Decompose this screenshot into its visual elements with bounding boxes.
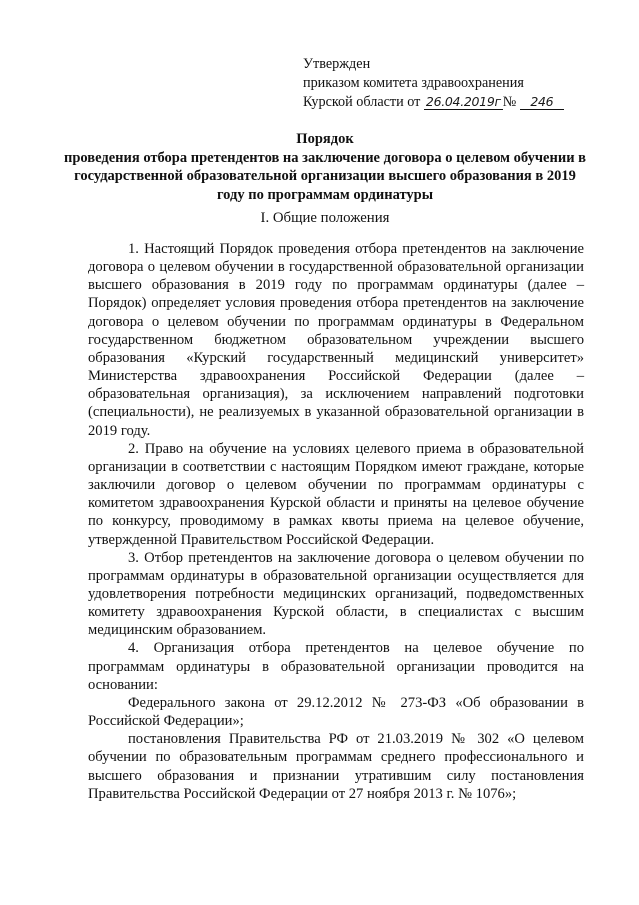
paragraph-1: 1. Настоящий Порядок проведения отбора претендентов на заключение договора о целевом обучении в государственной образовательной организации высшего образования в 2019 году по программам ординатуры (далее – Порядок) определяет условия проведения отбора претендентов на заключение договора о целевом обучении по программам ординатуры в Федеральном государственном бюджетном образовательном учреждении высшего образования «Курский государственный медицинский университет» Министерства здравоохранения Российской Федерации (далее – образовательная организация), за исключением направлений подготовки (специальности), не реализуемых в указанной образовательной организации в 2019 году.	[88, 241, 584, 439]
number-sign: №	[502, 94, 517, 110]
approval-region-label: Курской области от	[303, 94, 421, 110]
paragraph-5: Федерального закона от 29.12.2012 № 273-ФЗ «Об образовании в Российской Федерации»;	[88, 694, 584, 730]
handwritten-date: 26.04.2019г	[425, 94, 501, 109]
paragraph-3: 3. Отбор претендентов на заключение договора о целевом обучении по программам ординатуры в образовательной организации осуществляется для удовлетворения потребности медицинских организаций, подведомственных комитету здравоохранения Курской области, в специалистах с высшим медицинским образованием.	[88, 549, 584, 639]
paragraph-6: постановления Правительства РФ от 21.03.2019 № 302 «О целевом обучении по образовательным программам среднего профессионального и высшего образования и признании утратившим силу постановления Правительства Российской Федерации от 27 ноября 2013 г. № 1076»;	[88, 731, 584, 802]
document-body	[88, 240, 584, 803]
document-title	[60, 130, 590, 204]
paragraph-2: 2. Право на обучение на условиях целевого приема в образовательной организации в соответствии с настоящим Порядком имеют граждане, которые заключили договор о целевом обучении по программам ординатуры с комитетом здравоохранения Курской области и приняты на целевое обучение по конкурсу, проводимому в рамках квоты приема на целевое обучение, утвержденной Правительством Российской Федерации.	[88, 440, 584, 548]
approval-line-approved: Утвержден	[303, 56, 371, 72]
approval-stamp	[303, 55, 564, 112]
approval-line-date-number	[303, 93, 564, 112]
section-heading: I. Общие положения	[260, 210, 390, 226]
approval-line-order: приказом комитета здравоохранения	[303, 75, 524, 91]
paragraph-4: 4. Организация отбора претендентов на целевое обучение по программам ординатуры в образовательной организации проводится на основании:	[88, 640, 584, 693]
handwritten-number: 246	[520, 95, 564, 110]
title-subheading: проведения отбора претендентов на заключение договора о целевом обучении в государственной образовательной организации высшего образования в 2019 году по программам ординатуры	[63, 149, 587, 203]
title-heading: Порядок	[296, 131, 354, 147]
